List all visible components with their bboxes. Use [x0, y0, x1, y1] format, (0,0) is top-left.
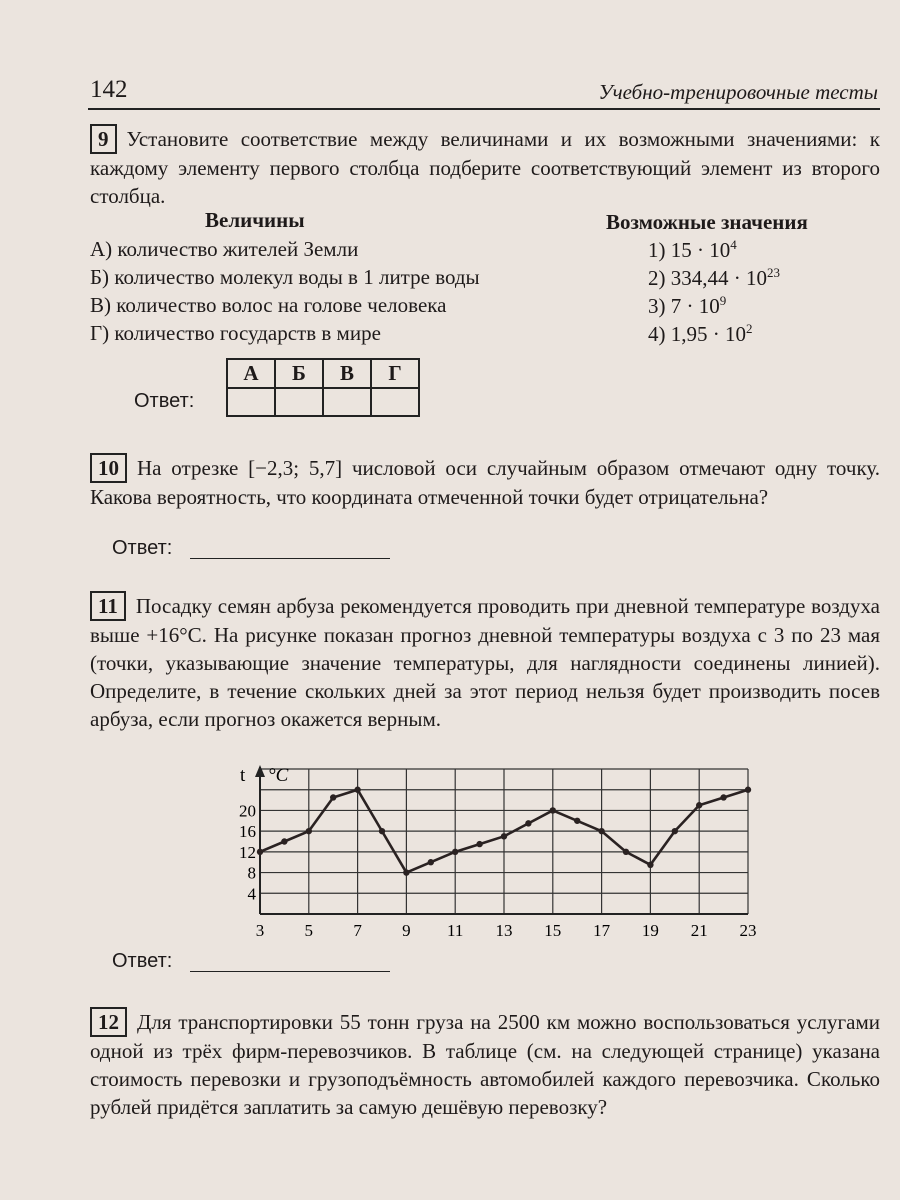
- answer-header: А: [227, 359, 275, 388]
- temperature-chart: [230, 760, 770, 940]
- answer-header: Г: [371, 359, 419, 388]
- data-point: [452, 849, 458, 855]
- data-point: [623, 849, 629, 855]
- data-point: [354, 787, 360, 793]
- running-header: Учебно-тренировочные тесты: [598, 80, 878, 104]
- x-tick-label: 21: [690, 921, 708, 940]
- data-point: [428, 859, 434, 865]
- answer-header: Б: [275, 359, 323, 388]
- answer-label: Ответ:: [134, 390, 195, 412]
- list-item: 3) $7 \cdot 10^9$: [648, 293, 727, 318]
- x-tick-label: 17: [593, 921, 611, 940]
- x-tick-label: 9: [402, 921, 411, 940]
- x-tick-label: 23: [739, 921, 757, 940]
- data-point: [672, 828, 678, 834]
- question-12: [90, 1007, 880, 1121]
- y-axis-label: t: [240, 765, 246, 786]
- answer-label: Ответ:: [112, 537, 173, 559]
- data-point: [476, 841, 482, 847]
- question-number: 9: [90, 124, 117, 154]
- list-item: 2) $334,44 \cdot 10^{23}$: [648, 265, 780, 290]
- x-tick-label: 7: [353, 921, 362, 940]
- x-tick-label: 5: [304, 921, 314, 940]
- question-text: Установите соответствие между величинами и их возможными значениями: к каждому элементу первого столбца подберите соответствующий элемент из второго столбца.: [90, 127, 880, 208]
- answer-cell[interactable]: [227, 388, 275, 416]
- list-item: Б) количество молекул воды в 1 литре воды: [90, 265, 480, 289]
- question-10: [90, 453, 880, 511]
- data-point: [696, 802, 702, 808]
- quantities-list: [90, 237, 480, 349]
- data-point: [281, 838, 287, 844]
- column-heading-quantities: Величины: [205, 208, 305, 232]
- values-list: [648, 237, 780, 349]
- list-item: 4) $1,95 \cdot 10^2$: [648, 321, 753, 346]
- answer-table: [226, 358, 420, 417]
- answer-cell[interactable]: [275, 388, 323, 416]
- question-text: На отрезке [−2,3; 5,7] числовой оси случайным образом отмечают одну точку. Какова вероятность, что координата отмеченной точки будет отрицательна?: [90, 456, 880, 509]
- y-tick-label: 12: [239, 842, 256, 862]
- answer-label: Ответ:: [112, 950, 173, 972]
- question-number: 12: [90, 1007, 127, 1037]
- x-tick-label: 13: [495, 921, 513, 940]
- y-axis-arrow: [255, 765, 265, 777]
- list-item: А) количество жителей Земли: [90, 237, 359, 261]
- data-point: [257, 849, 263, 855]
- x-tick-label: 11: [447, 921, 464, 940]
- answer-cell[interactable]: [323, 388, 371, 416]
- y-tick-label: 4: [247, 884, 256, 904]
- column-heading-values: Возможные значения: [606, 210, 808, 234]
- x-tick-label: 3: [255, 921, 265, 940]
- answer-cell[interactable]: [371, 388, 419, 416]
- question-9: [90, 124, 880, 210]
- y-tick-label: 16: [239, 822, 256, 842]
- data-point: [403, 869, 409, 875]
- header-rule: [88, 108, 880, 110]
- question-11: [90, 591, 880, 733]
- data-point: [330, 794, 336, 800]
- data-point: [501, 833, 507, 839]
- data-point: [720, 794, 726, 800]
- y-axis-unit: °C: [268, 765, 289, 786]
- page-number: 142: [90, 76, 128, 103]
- answer-field[interactable]: [190, 538, 390, 559]
- answer-field[interactable]: [190, 951, 390, 972]
- question-text: Для транспортировки 55 тонн груза на 2500 км можно воспользоваться услугами одной из трёх фирм-перевозчиков. В таблице (см. на следующей странице) указана стоимость перевозки и грузоподъёмность автомобилей каждого перевозчика. Сколько рублей придётся заплатить за самую дешёвую перевозку?: [90, 1010, 880, 1119]
- question-text: Посадку семян арбуза рекомендуется проводить при дневной температуре воздуха выше +16°C. На рисунке показан прогноз дневной температуры воздуха с 3 по 23 мая (точки, указывающие значение температуры, для наглядности соединены линией). Определите, в течение скольких дней за этот период нельзя будет производить посев арбуза, если прогноз окажется верным.: [90, 594, 880, 731]
- list-item: Г) количество государств в мире: [90, 321, 381, 345]
- data-point: [306, 828, 312, 834]
- data-point: [598, 828, 604, 834]
- list-item: В) количество волос на голове человека: [90, 293, 447, 317]
- y-tick-label: 20: [239, 801, 256, 821]
- data-point: [745, 787, 751, 793]
- answer-header: В: [323, 359, 371, 388]
- data-point: [574, 818, 580, 824]
- question-number: 11: [90, 591, 126, 621]
- data-point: [379, 828, 385, 834]
- x-tick-label: 15: [544, 921, 562, 940]
- question-number: 10: [90, 453, 127, 483]
- x-tick-label: 19: [641, 921, 659, 940]
- data-point: [647, 862, 653, 868]
- data-point: [525, 820, 531, 826]
- y-tick-label: 8: [247, 863, 256, 883]
- list-item: 1) $15 \cdot 10^4$: [648, 237, 737, 262]
- data-point: [550, 807, 556, 813]
